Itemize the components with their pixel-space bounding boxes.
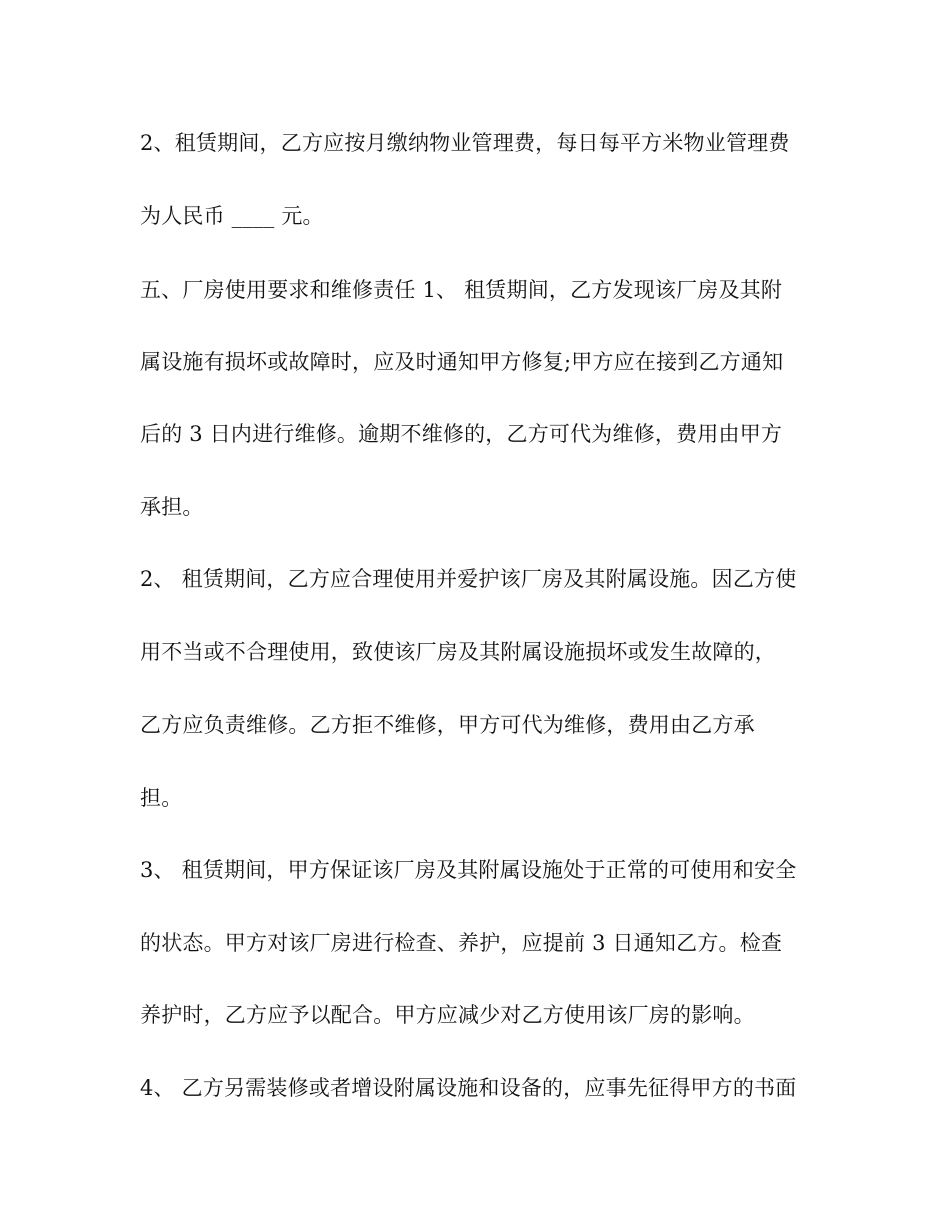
text-line: 后的 3 日内进行维修。逾期不维修的，乙方可代为维修，费用由甲方 [140, 422, 783, 446]
text-line: 的状态。甲方对该厂房进行检查、养护，应提前 3 日通知乙方。检查 [140, 931, 783, 955]
text-line: 3、 租赁期间，甲方保证该厂房及其附属设施处于正常的可使用和安全 [140, 858, 797, 882]
text-line: 乙方应负责维修。乙方拒不维修，甲方可代为维修，费用由乙方承 [140, 713, 755, 737]
text-line: 4、 乙方另需装修或者增设附属设施和设备的，应事先征得甲方的书面 [140, 1076, 797, 1100]
text-line: 用不当或不合理使用，致使该厂房及其附属设施损坏或发生故障的， [140, 640, 776, 664]
text-line: 2、租赁期间，乙方应按月缴纳物业管理费，每日每平方米物业管理费 [140, 131, 790, 155]
text-line: 担。 [140, 786, 183, 810]
text-line: 五、厂房使用要求和维修责任 1、 租赁期间，乙方发现该厂房及其附 [140, 278, 783, 302]
text-line: 为人民币 ____ 元。 [140, 204, 324, 228]
text-line: 承担。 [140, 495, 204, 519]
text-line: 属设施有损坏或故障时，应及时通知甲方修复;甲方应在接到乙方通知 [140, 350, 784, 374]
text-line: 养护时，乙方应予以配合。甲方应减少对乙方使用该厂房的影响。 [140, 1003, 755, 1027]
text-line: 2、 租赁期间，乙方应合理使用并爱护该厂房及其附属设施。因乙方使 [140, 567, 797, 591]
